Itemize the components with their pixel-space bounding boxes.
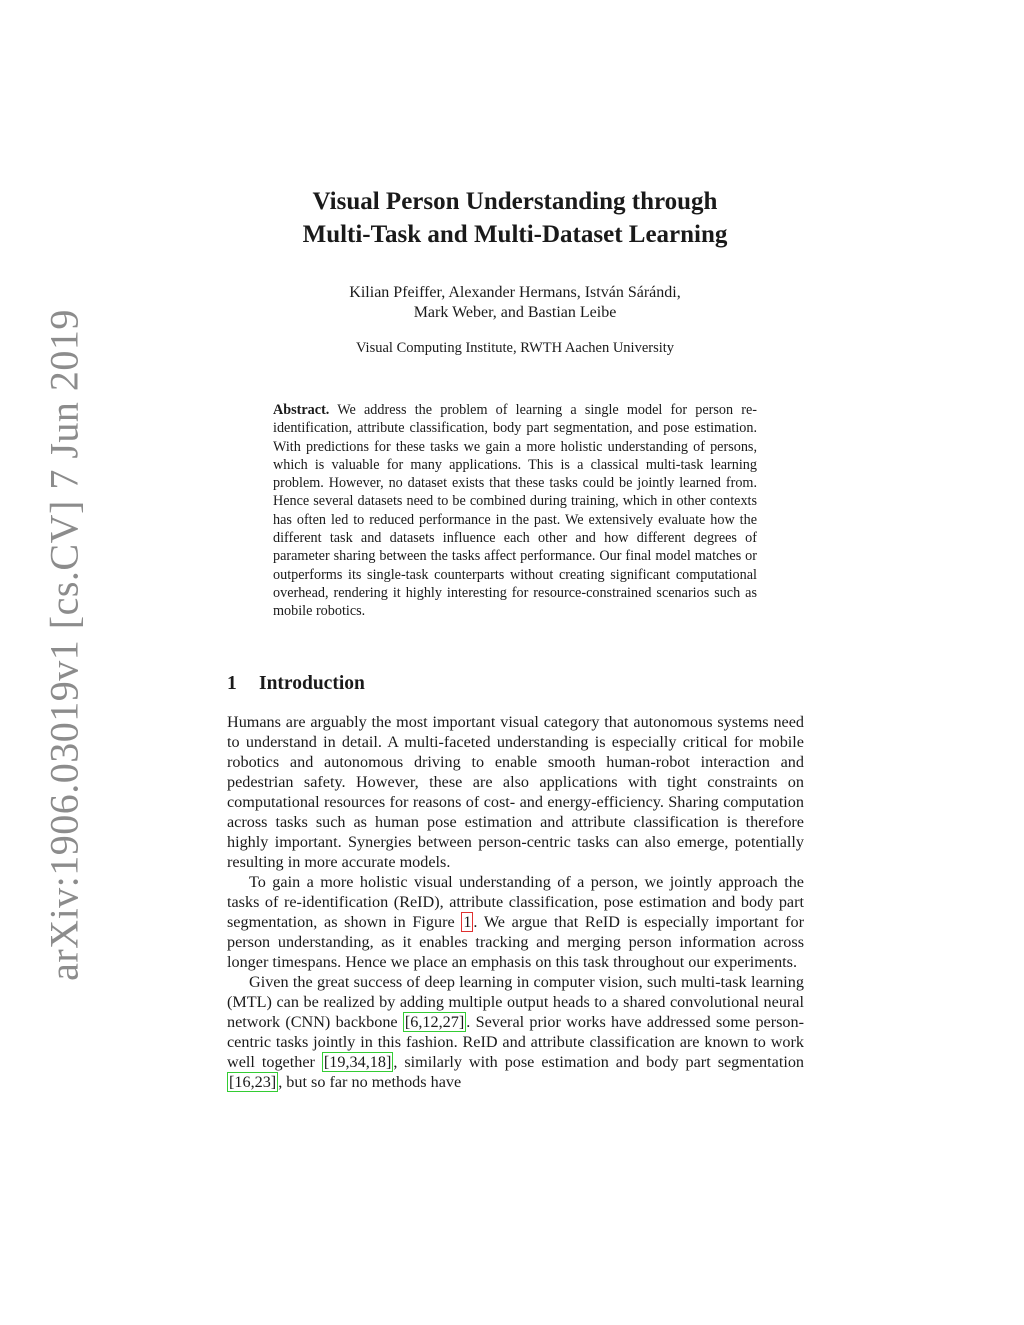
abstract (273, 401, 757, 621)
citation-link[interactable]: [16,23] (229, 1073, 277, 1091)
citation-link[interactable]: [19,34,18] (323, 1053, 392, 1071)
citation-link[interactable]: [6,12,27] (404, 1013, 465, 1031)
paragraph-2-text-a: To gain a more holistic visual understanding of a person, we jointly approach the tasks of re-identification (ReID), attribute classification, pose estimation and body part segmentation, as shown in Figure (227, 873, 804, 931)
affiliation: Visual Computing Institute, RWTH Aachen University (355, 340, 675, 356)
author-list (230, 283, 800, 323)
paragraph-3-text-c: , similarly with pose estimation and body part segmentation (393, 1053, 805, 1071)
paragraph-3 (227, 972, 804, 1092)
section-title: Introduction (259, 673, 365, 694)
paragraph-3-text-a: Given the great success of deep learning in computer vision, such multi-task learning (MTL) can be realized by adding multiple output heads to a shared convolutional neural network (CNN) backbone (227, 973, 804, 1031)
paragraph-2-text-b: . We argue that ReID is especially important for person understanding, as it enables tracking and merging person information across longer timespans. Hence we place an emphasis on this task throughout our experiments. (227, 913, 804, 971)
authors-line-1: Kilian Pfeiffer, Alexander Hermans, István Sárándi, (349, 284, 681, 301)
authors-line-2: Mark Weber, and Bastian Leibe (413, 304, 617, 321)
paragraph-2 (227, 872, 804, 972)
figure-reference-link[interactable]: 1 (463, 913, 472, 931)
abstract-text: We address the problem of learning a single model for person re-identification, attribute classification, body part segmentation, and pose estimation. With predictions for these tasks we gain a more holistic understanding of persons, which is valuable for many applications. This is a classical multi-task learning problem. However, no dataset exists that these tasks could be jointly learned from. Hence several datasets need to be combined during training, which in other contexts has often led to reduced performance in the past. We extensively evaluate how the different task and datasets influence each other and how different degrees of parameter sharing between the tasks affect performance. Our final model matches or outperforms its single-task counterparts without creating significant computational overhead, rendering it highly interesting for resource-constrained scenarios such as mobile robotics. (273, 402, 757, 620)
title-line-1: Visual Person Understanding through (312, 188, 718, 215)
paragraph-3-text-b: . Several prior works have addressed some person-centric tasks jointly in this fashion. ReID and attribute classification are known to work well together (227, 1013, 805, 1071)
arxiv-identifier: arXiv:1906.03019v1 [cs.CV] 7 Jun 2019 (41, 309, 87, 981)
body-text (227, 712, 804, 1092)
section-heading (227, 673, 365, 695)
paragraph-3-text-d: , but so far no methods have (278, 1073, 462, 1091)
paragraph-1: Humans are arguably the most important visual category that autonomous systems need to understand in detail. A multi-faceted understanding is especially critical for mobile robotics and autonomous driving to enable smooth human-robot interaction and pedestrian safety. However, these are also applications with tight constraints on computational resources for reasons of cost- and energy-efficiency. Sharing computation across tasks such as human pose estimation and attribute classification is therefore highly important. Synergies between person-centric tasks can also emerge, potentially resulting in more accurate models. (227, 713, 804, 871)
section-number: 1 (227, 673, 237, 694)
title-line-2: Multi-Task and Multi-Dataset Learning (302, 221, 728, 248)
abstract-label: Abstract. (273, 402, 330, 418)
paper-title (230, 185, 800, 251)
